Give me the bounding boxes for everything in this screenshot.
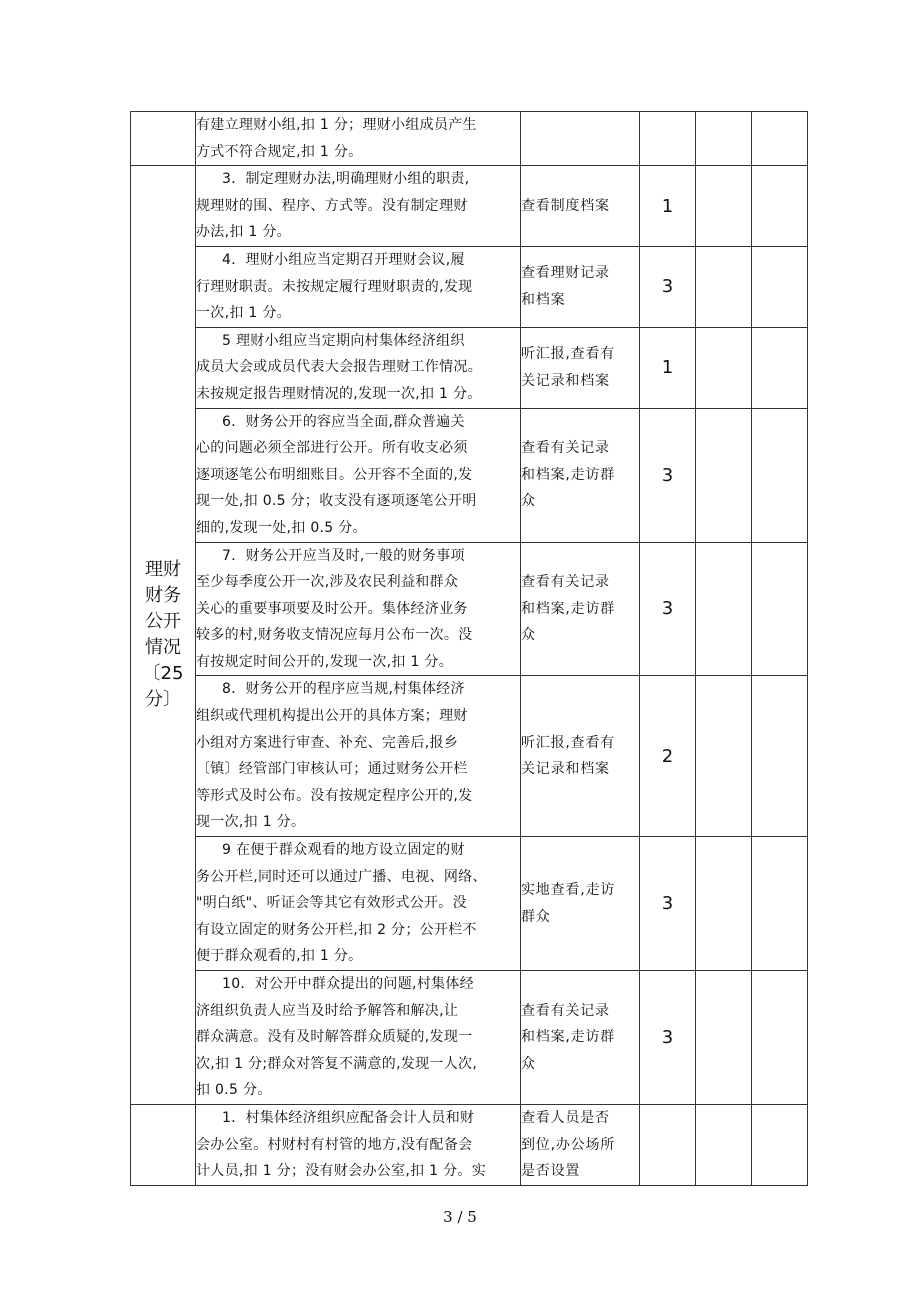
text-line <box>196 300 520 327</box>
text-line-content: 关心的重要事项要及时公开。集体经济业务 <box>196 600 468 617</box>
text-line <box>196 166 520 193</box>
text-line <box>521 1105 639 1132</box>
text-line <box>521 756 639 783</box>
text-line-content: 细的,发现一处,扣 0.5 分。 <box>196 519 367 536</box>
method-cell <box>521 327 640 408</box>
text-line <box>196 569 520 596</box>
text-line <box>196 1158 520 1185</box>
category-label-line: 财务 <box>145 585 181 607</box>
text-line-content: 实地查看,走访 <box>521 881 616 898</box>
self-score-cell <box>696 837 752 971</box>
table-row <box>131 1105 808 1186</box>
check-score-cell <box>752 166 808 247</box>
table-row <box>131 246 808 327</box>
text-line <box>196 649 520 676</box>
text-line-content: 较多的村,财务收支情况应每月公布一次。没 <box>196 627 473 644</box>
self-score-cell <box>696 408 752 542</box>
text-line <box>196 596 520 623</box>
text-line <box>521 1158 639 1185</box>
text-line-content: 会办公室。村财村有村管的地方,没有配备会 <box>196 1136 473 1153</box>
text-line-content: 群众 <box>521 908 551 925</box>
text-line-content: 成员大会或成员代表大会报告理财工作情况。 <box>196 359 482 376</box>
check-score-cell <box>752 971 808 1105</box>
text-line <box>196 488 520 515</box>
text-line <box>521 904 639 931</box>
category-label-line: 公开 <box>145 611 181 633</box>
criteria-cell <box>196 166 521 247</box>
text-line-content: 查看有关记录 <box>521 1002 610 1019</box>
text-line-content: 到位,办公场所 <box>521 1136 616 1153</box>
text-line-content: 和档案,走访群 <box>521 466 616 483</box>
page-number: 3 / 5 <box>443 1208 477 1226</box>
method-cell <box>521 246 640 327</box>
text-line <box>196 1132 520 1159</box>
text-line-content: "明白纸"、听证会等其它有效形式公开。没 <box>196 895 467 912</box>
text-line <box>196 864 520 891</box>
text-line-content: 9 在便于群众观看的地方设立固定的财 <box>222 842 465 859</box>
method-cell <box>521 166 640 247</box>
text-line <box>521 341 639 368</box>
text-line <box>196 515 520 542</box>
text-line-content: 查看理财记录 <box>521 265 610 282</box>
text-line-content: 查看制度档案 <box>521 197 610 214</box>
method-cell <box>521 676 640 837</box>
criteria-cell <box>196 246 521 327</box>
criteria-cell <box>196 837 521 971</box>
self-score-cell <box>696 542 752 676</box>
text-line <box>196 676 520 703</box>
text-line <box>521 569 639 596</box>
text-line-content: 众 <box>521 627 536 644</box>
text-line <box>196 193 520 220</box>
table-row <box>131 112 808 166</box>
table-row <box>131 676 808 837</box>
self-score-cell <box>696 246 752 327</box>
score-cell: 3 <box>640 542 696 676</box>
criteria-cell <box>196 1105 521 1186</box>
text-line-content: 5 理财小组应当定期向村集体经济组织 <box>222 332 465 349</box>
text-line <box>521 877 639 904</box>
text-line-content: 〔镇〕经管部门审核认可；通过财务公开栏 <box>196 761 468 778</box>
text-line-content: 便于群众观看的,扣 1 分。 <box>196 948 363 965</box>
criteria-cell <box>196 112 521 166</box>
score-cell: 3 <box>640 246 696 327</box>
category-cell-next <box>131 1105 196 1186</box>
method-cell <box>521 971 640 1105</box>
text-line-content: 规理财的围、程序、方式等。没有制定理财 <box>196 197 468 214</box>
text-line <box>521 730 639 757</box>
criteria-cell <box>196 327 521 408</box>
text-line <box>521 193 639 220</box>
text-line <box>196 462 520 489</box>
text-line <box>196 703 520 730</box>
text-line-content: 3．制定理财办法,明确理财小组的职责, <box>222 171 470 188</box>
self-score-cell <box>696 327 752 408</box>
text-line-content: 至少每季度公开一次,涉及农民利益和群众 <box>196 574 459 591</box>
text-line <box>196 917 520 944</box>
table-row <box>131 837 808 971</box>
text-line <box>521 260 639 287</box>
text-line <box>196 971 520 998</box>
text-line <box>521 1132 639 1159</box>
text-line <box>196 409 520 436</box>
text-line <box>196 1077 520 1104</box>
score-cell: 3 <box>640 408 696 542</box>
text-line <box>196 783 520 810</box>
text-line <box>521 368 639 395</box>
text-line <box>196 274 520 301</box>
text-line-content: 查看人员是否 <box>521 1110 610 1126</box>
self-score-cell <box>696 166 752 247</box>
table-row <box>131 327 808 408</box>
criteria-cell <box>196 542 521 676</box>
text-line <box>196 998 520 1025</box>
text-line-content: 扣 0.5 分。 <box>196 1082 272 1099</box>
text-line-content: 济组织负责人应当及时给予解答和解决,让 <box>196 1002 459 1019</box>
text-line <box>521 596 639 623</box>
text-line <box>196 219 520 246</box>
method-cell <box>521 542 640 676</box>
check-score-cell <box>752 408 808 542</box>
score-cell <box>640 112 696 166</box>
text-line-content: 和档案,走访群 <box>521 600 616 617</box>
text-line <box>196 1024 520 1051</box>
evaluation-table <box>130 111 808 1186</box>
text-line <box>196 139 520 166</box>
text-line <box>196 837 520 864</box>
text-line <box>196 543 520 570</box>
text-line-content: 办法,扣 1 分。 <box>196 224 291 241</box>
text-line-content: 组织或代理机构提出公开的具体方案；理财 <box>196 708 468 725</box>
text-line-content: 1．村集体经济组织应配备会计人员和财 <box>222 1110 475 1126</box>
text-line-content: 心的问题必须全部进行公开。所有收支必须 <box>196 440 468 457</box>
self-score-cell <box>696 971 752 1105</box>
text-line-content: 听汇报,查看有 <box>521 734 616 751</box>
text-line <box>196 247 520 274</box>
category-label-line: 情况 <box>145 637 181 659</box>
text-line <box>196 112 520 139</box>
score-cell: 2 <box>640 676 696 837</box>
method-cell <box>521 112 640 166</box>
check-score-cell <box>752 112 808 166</box>
score-cell: 3 <box>640 837 696 971</box>
table-row <box>131 166 808 247</box>
category-label-line: 分〕 <box>145 689 181 711</box>
text-line <box>521 488 639 515</box>
text-line <box>196 756 520 783</box>
text-line <box>196 943 520 970</box>
text-line <box>196 809 520 836</box>
category-label-line: 理财 <box>145 559 181 581</box>
text-line-content: 有按规定时间公开的,发现一次,扣 1 分。 <box>196 653 454 670</box>
text-line-content: 查看有关记录 <box>521 574 610 591</box>
check-score-cell <box>752 246 808 327</box>
check-score-cell <box>752 837 808 971</box>
text-line-content: 务公开栏,同时还可以通过广播、电视、网络、 <box>196 868 487 885</box>
method-cell <box>521 1105 640 1186</box>
text-line-content: 和档案,走访群 <box>521 1029 616 1046</box>
text-line-content: 和档案 <box>521 291 566 308</box>
text-line-content: 6．财务公开的容应当全面,群众普遍关 <box>222 413 465 430</box>
check-score-cell <box>752 1105 808 1186</box>
text-line <box>521 622 639 649</box>
text-line-content: 现一处,扣 0.5 分；收支没有逐项逐笔公开明 <box>196 493 477 510</box>
text-line-content: 次,扣 1 分;群众对答复不满意的,发现一人次, <box>196 1055 478 1072</box>
text-line <box>196 354 520 381</box>
table-body <box>131 112 808 1186</box>
text-line-content: 有建立理财小组,扣 1 分；理财小组成员产生 <box>196 117 477 133</box>
score-cell <box>640 1105 696 1186</box>
text-line <box>196 381 520 408</box>
text-line <box>196 1105 520 1132</box>
self-score-cell <box>696 676 752 837</box>
criteria-cell <box>196 408 521 542</box>
text-line <box>521 435 639 462</box>
text-line-content: 4．理财小组应当定期召开理财会议,履 <box>222 251 465 268</box>
text-line <box>521 462 639 489</box>
text-line-content: 听汇报,查看有 <box>521 346 616 363</box>
method-cell <box>521 837 640 971</box>
text-line-content: 一次,扣 1 分。 <box>196 305 291 322</box>
text-line-content: 小组对方案进行审查、补充、完善后,报乡 <box>196 734 459 751</box>
text-line <box>196 890 520 917</box>
table-row <box>131 542 808 676</box>
text-line-content: 10．对公开中群众提出的问题,村集体经 <box>222 976 474 993</box>
text-line-content: 逐项逐笔公布明细账目。公开容不全面的,发 <box>196 466 473 483</box>
text-line-content: 行理财职责。未按规定履行理财职责的,发现 <box>196 278 473 295</box>
text-line-content: 有设立固定的财务公开栏,扣 2 分；公开栏不 <box>196 921 477 938</box>
category-label-line: 〔25 <box>142 663 184 685</box>
criteria-cell <box>196 676 521 837</box>
check-score-cell <box>752 542 808 676</box>
text-line-content: 关记录和档案 <box>521 761 610 778</box>
text-line-content: 群众满意。没有及时解答群众质疑的,发现一 <box>196 1029 473 1046</box>
text-line <box>196 328 520 355</box>
text-line-content: 计人员,扣 1 分；没有财会办公室,扣 1 分。实 <box>196 1163 487 1180</box>
method-cell <box>521 408 640 542</box>
text-line <box>521 998 639 1025</box>
table-row <box>131 971 808 1105</box>
text-line-content: 方式不符合规定,扣 1 分。 <box>196 143 363 160</box>
text-line-content: 众 <box>521 1055 536 1072</box>
text-line <box>196 1051 520 1078</box>
score-cell: 1 <box>640 166 696 247</box>
table-row <box>131 408 808 542</box>
text-line <box>196 730 520 757</box>
text-line <box>521 1024 639 1051</box>
text-line-content: 8．财务公开的程序应当规,村集体经济 <box>222 681 465 698</box>
text-line-content: 是否设置 <box>521 1163 581 1180</box>
check-score-cell <box>752 327 808 408</box>
text-line-content: 7．财务公开应当及时,一般的财务事项 <box>222 547 465 564</box>
text-line-content: 关记录和档案 <box>521 372 610 389</box>
text-line-content: 等形式及时公布。没有按规定程序公开的,发 <box>196 787 473 804</box>
score-cell: 3 <box>640 971 696 1105</box>
text-line-content: 现一次,扣 1 分。 <box>196 814 306 831</box>
text-line <box>521 287 639 314</box>
text-line <box>196 435 520 462</box>
score-cell: 1 <box>640 327 696 408</box>
text-line-content: 查看有关记录 <box>521 440 610 457</box>
category-cell-previous <box>131 112 196 166</box>
text-line-content: 众 <box>521 493 536 510</box>
self-score-cell <box>696 112 752 166</box>
text-line-content: 未按规定报告理财情况的,发现一次,扣 1 分。 <box>196 385 482 402</box>
self-score-cell <box>696 1105 752 1186</box>
text-line <box>196 622 520 649</box>
category-cell <box>131 166 196 1105</box>
criteria-cell <box>196 971 521 1105</box>
check-score-cell <box>752 676 808 837</box>
text-line <box>521 1051 639 1078</box>
